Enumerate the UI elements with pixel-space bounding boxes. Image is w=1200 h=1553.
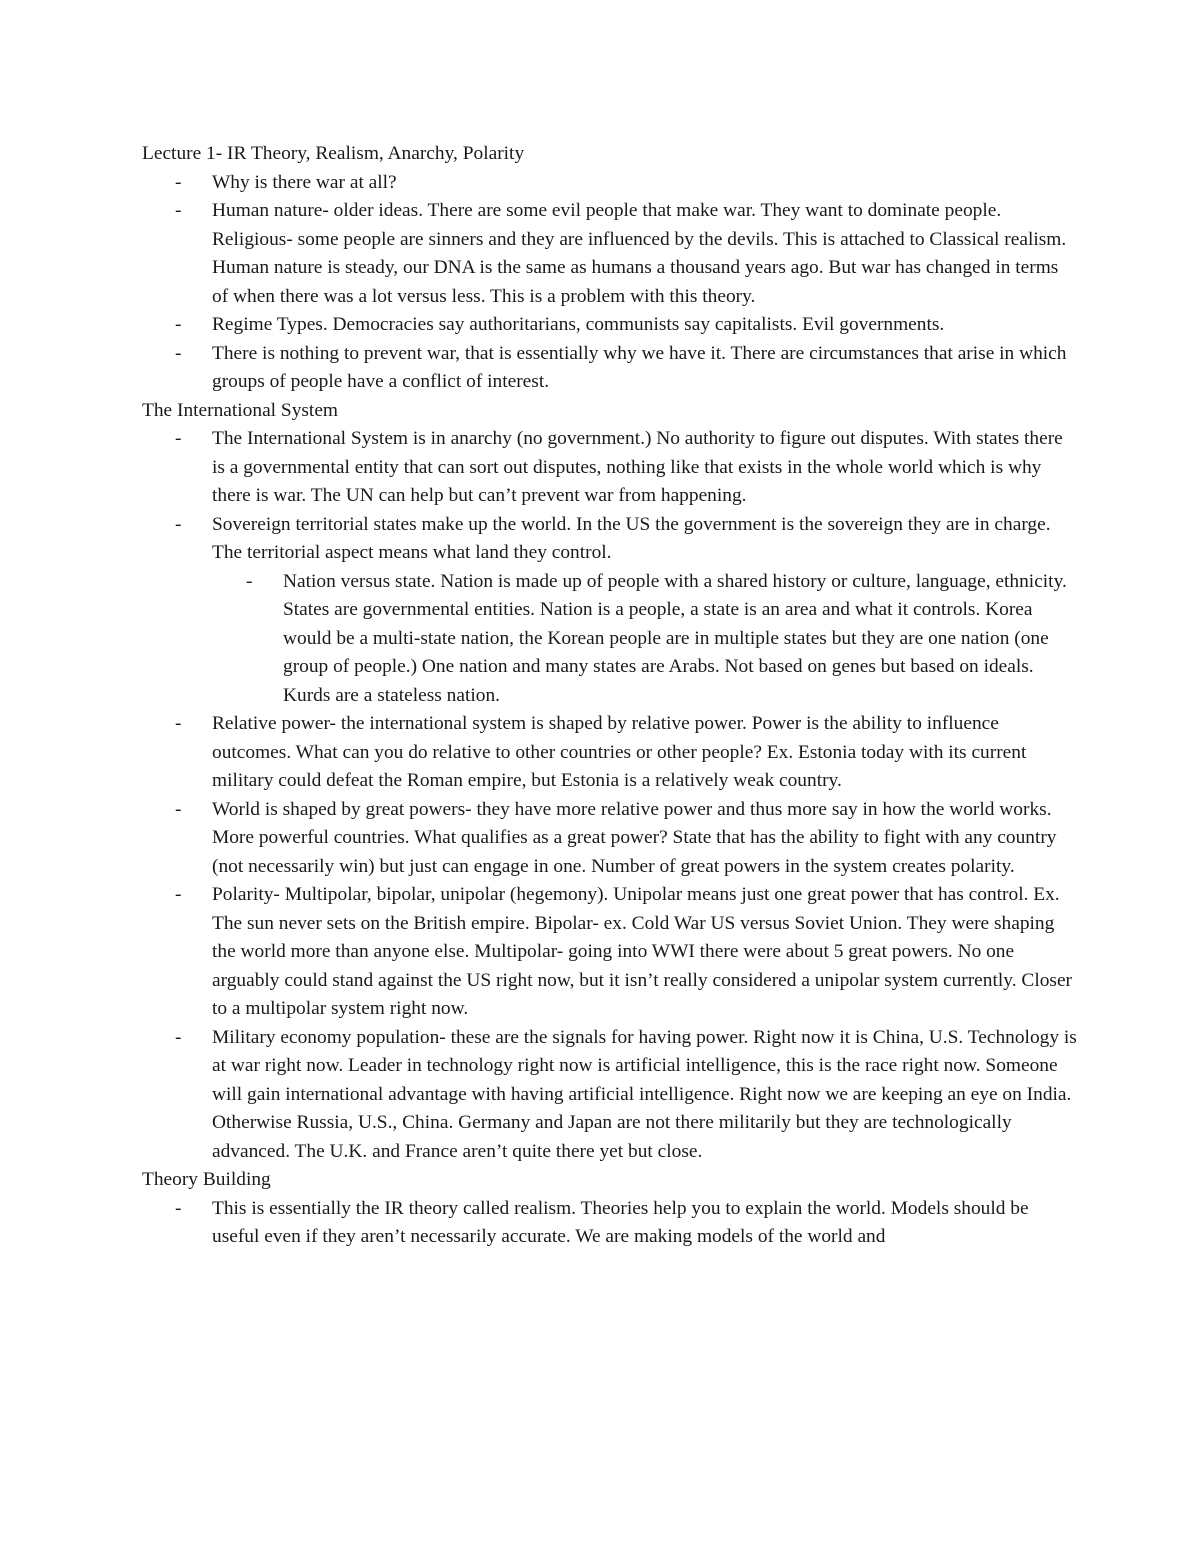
bullet-dash: -	[175, 798, 182, 820]
list-item	[142, 425, 1077, 511]
list-item	[142, 311, 1077, 340]
list-item	[142, 1024, 1077, 1167]
sub-list-item	[142, 568, 1077, 711]
list-item	[142, 197, 1077, 311]
list-item-text: Regime Types. Democracies say authoritarians, communists say capitalists. Evil governments.	[212, 314, 945, 335]
document-body	[142, 140, 1077, 1252]
bullet-dash: -	[175, 1197, 182, 1219]
bullet-dash: -	[246, 570, 253, 592]
list-item-text: Nation versus state. Nation is made up of people with a shared history or culture, language, ethnicity. States are governmental entities. Nation is a people, a state is an area and what it controls. Korea would be a multi-state nation, the Korean people are in multiple states but they are one nation (one group of people.) One nation and many states are Arabs. Not based on genes but based on ideals. Kurds are a stateless nation.	[283, 570, 1067, 706]
list-item-text: There is nothing to prevent war, that is essentially why we have it. There are circumstances that arise in which groups of people have a conflict of interest.	[212, 342, 1067, 392]
list-item	[142, 169, 1077, 198]
list-item-text: Relative power- the international system is shaped by relative power. Power is the ability to influence outcomes. What can you do relative to other countries or other people? Ex. Estonia today with its current military could defeat the Roman empire, but Estonia is a relatively weak country.	[212, 713, 1027, 791]
list-item	[142, 710, 1077, 796]
list-item	[142, 340, 1077, 397]
section-heading-lecture-1: Lecture 1- IR Theory, Realism, Anarchy, Polarity	[142, 143, 525, 164]
list-item-text: The International System is in anarchy (no government.) No authority to figure out disputes. With states there is a governmental entity that can sort out disputes, nothing like that exists in the whole world which is why there is war. The UN can help but can’t prevent war from happening.	[212, 428, 1063, 506]
list-item-text: Why is there war at all?	[212, 171, 397, 193]
bullet-dash: -	[175, 314, 182, 335]
list-item-text: Human nature- older ideas. There are some evil people that make war. They want to dominate people. Religious- some people are sinners and they are influenced by the devils. This is attached to Classical realism. Human nature is steady, our DNA is the same as humans a thousand years ago. But war has changed in terms of when there was a lot versus less. This is a problem with this theory.	[212, 200, 1067, 307]
bullet-dash: -	[175, 171, 182, 193]
bullet-dash: -	[175, 713, 182, 734]
section-heading-international-system: The International System	[142, 399, 339, 421]
list-item-text: Polarity- Multipolar, bipolar, unipolar (hegemony). Unipolar means just one great power that has control. Ex. The sun never sets on the British empire. Bipolar- ex. Cold War US versus Soviet Union. They were shaping the world more than anyone else. Multipolar- going into WWI there were about 5 great powers. No one arguably could stand against the US right now, but it isn’t really considered a unipolar system currently. Closer to a multipolar system right now.	[212, 884, 1073, 1019]
list-item	[142, 1195, 1077, 1252]
bullet-dash: -	[175, 428, 182, 449]
bullet-dash: -	[175, 513, 182, 535]
list-item	[142, 881, 1077, 1024]
list-item	[142, 511, 1077, 568]
list-item-text: World is shaped by great powers- they have more relative power and thus more say in how the world works. More powerful countries. What qualifies as a great power? State that has the ability to fight with any country (not necessarily win) but just can engage in one. Number of great powers in the system creates polarity.	[212, 798, 1057, 877]
list-item	[142, 796, 1077, 882]
bullet-dash: -	[175, 200, 182, 221]
bullet-dash: -	[175, 884, 182, 905]
section-heading-theory-building: Theory Building	[142, 1169, 271, 1190]
list-item-text: Military economy population- these are the signals for having power. Right now it is China, U.S. Technology is at war right now. Leader in technology right now is artificial intelligence, this is the race right now. Someone will gain international advantage with having artificial intelligence. Right now we are keeping an eye on India. Otherwise Russia, U.S., China. Germany and Japan are not there militarily but they are technologically advanced. The U.K. and France aren’t quite there yet but close.	[212, 1026, 1077, 1162]
bullet-dash: -	[175, 342, 182, 364]
list-item-text: Sovereign territorial states make up the world. In the US the government is the sovereign they are in charge. The territorial aspect means what land they control.	[212, 513, 1051, 563]
list-item-text: This is essentially the IR theory called realism. Theories help you to explain the world. Models should be useful even if they aren’t necessarily accurate. We are making models of the world and	[212, 1197, 1029, 1247]
bullet-dash: -	[175, 1026, 182, 1048]
